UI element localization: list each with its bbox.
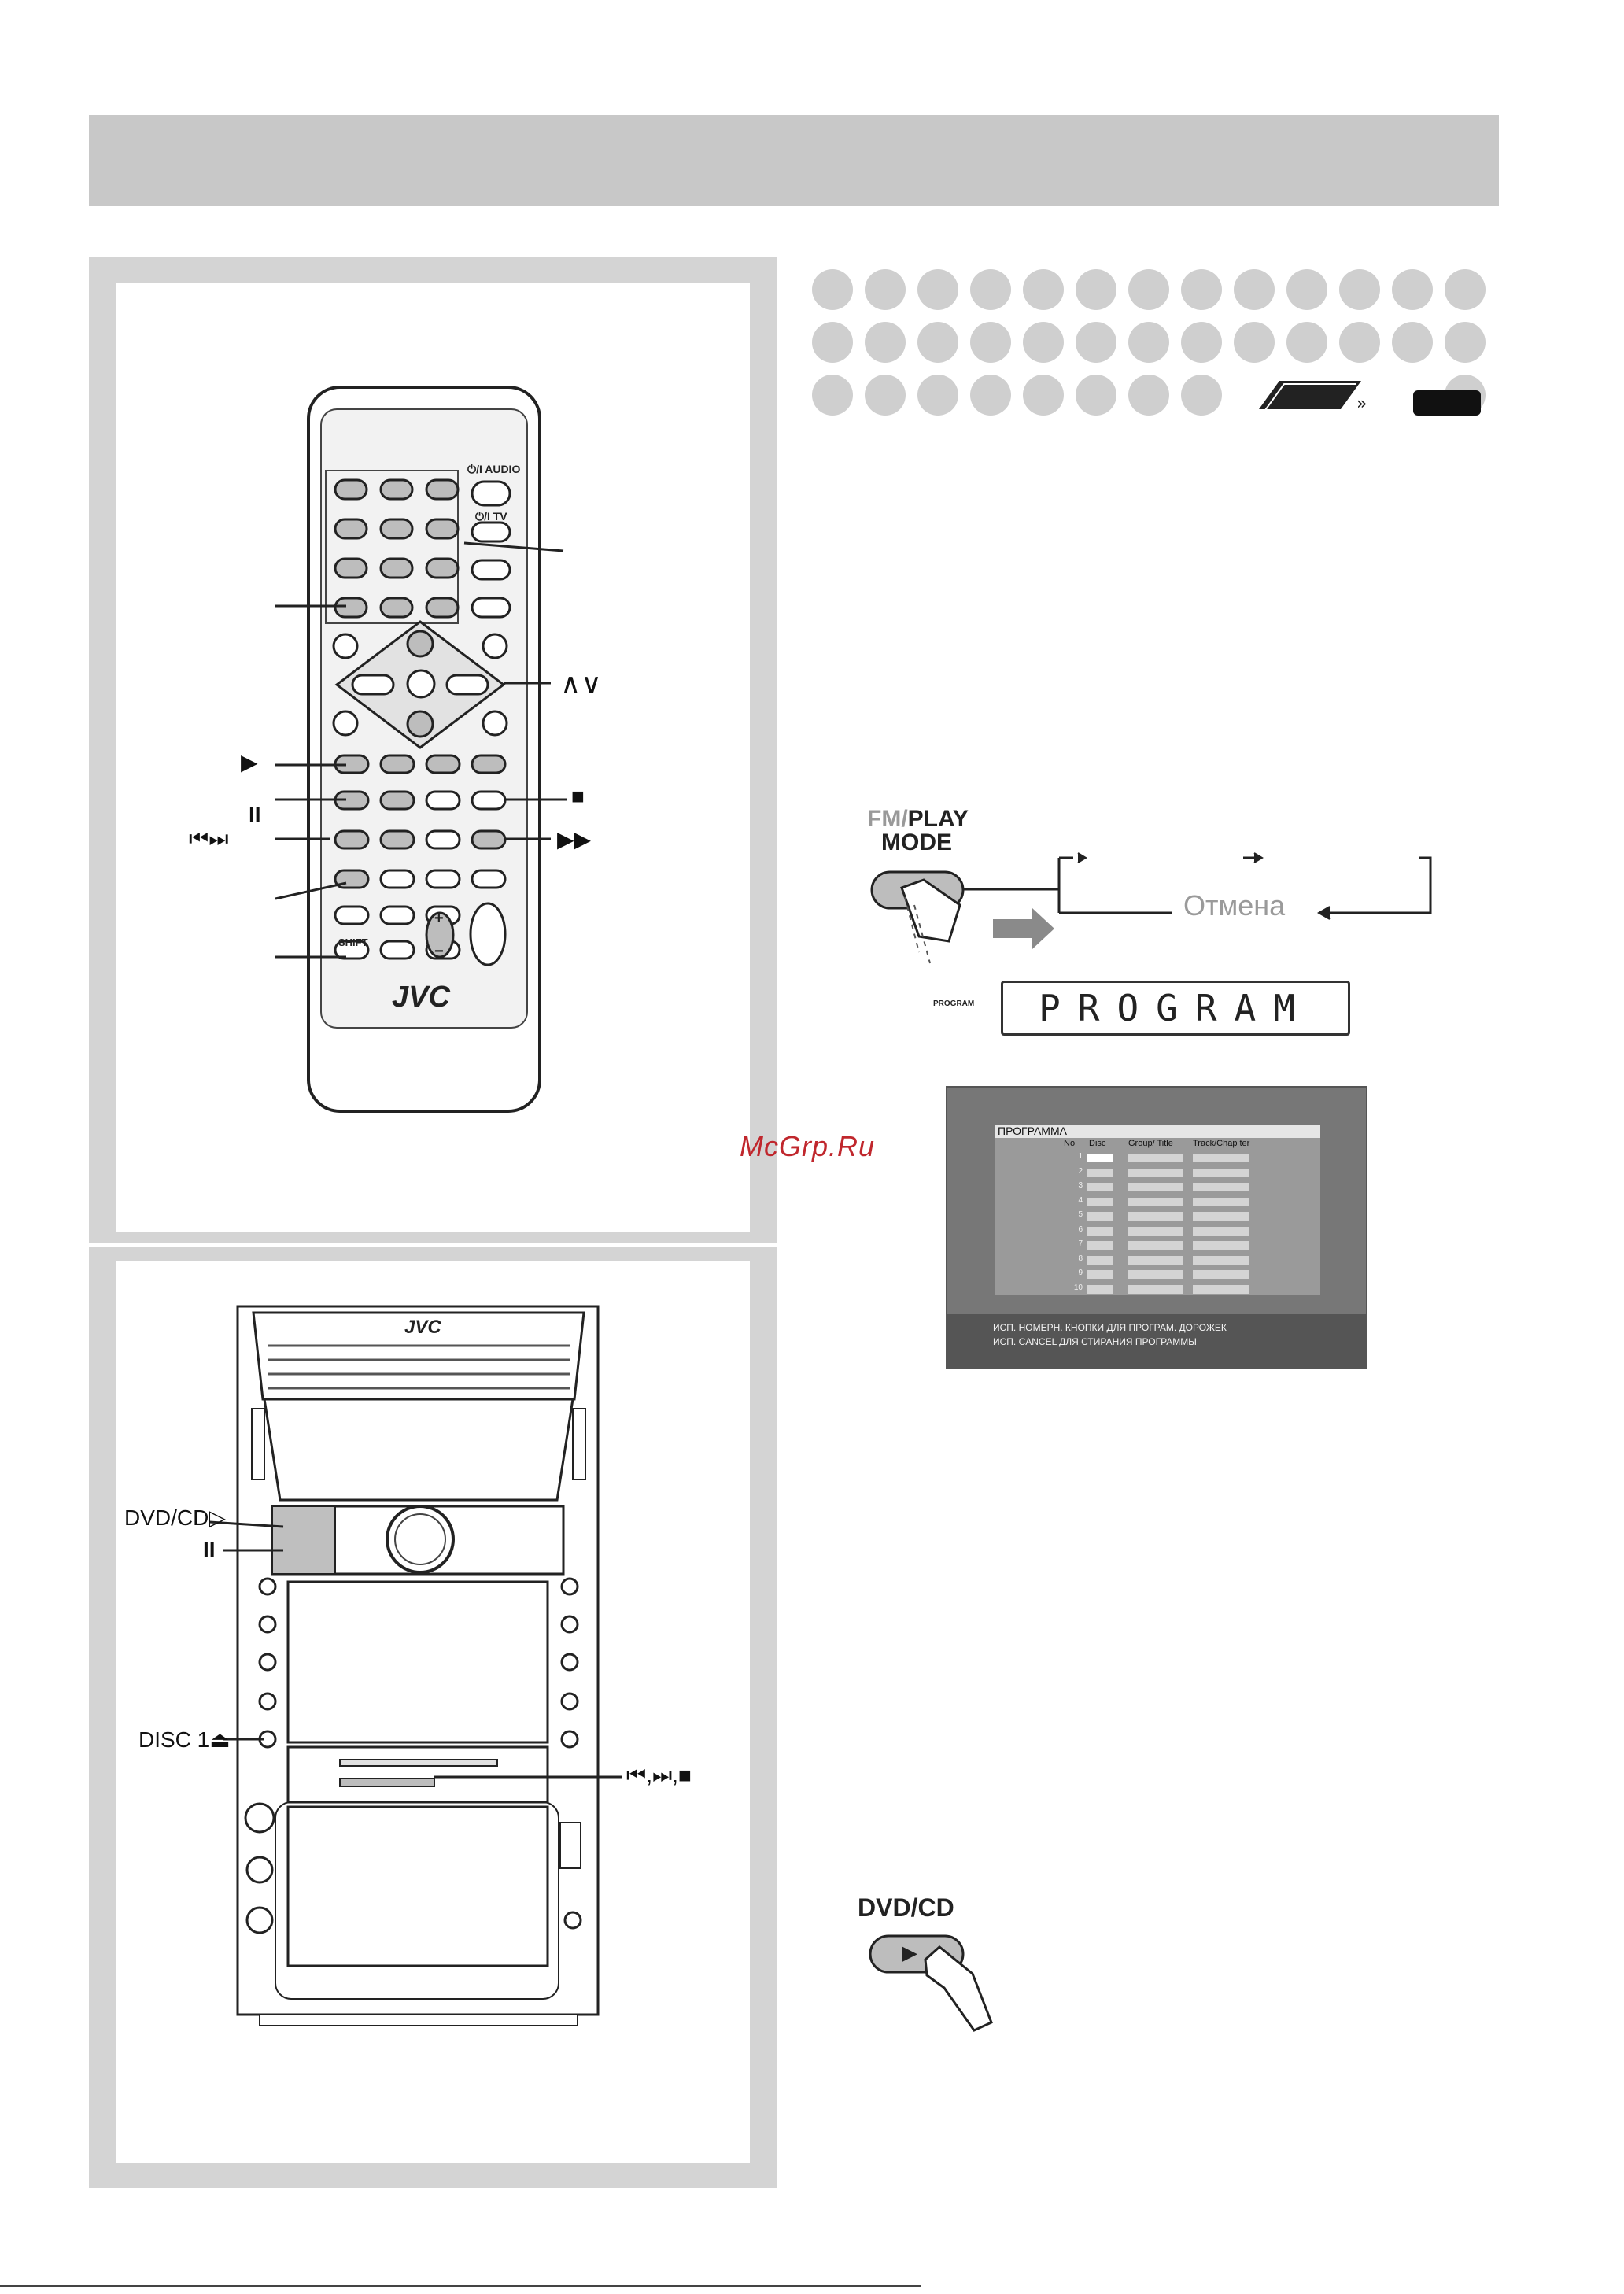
program-row-number: 7	[1078, 1239, 1083, 1248]
play-step-title: DVD/CD	[858, 1893, 954, 1922]
program-footer-line2: ИСП. CANCEL ДЛЯ СТИРАНИЯ ПРОГРАММЫ	[993, 1336, 1197, 1347]
watermark: McGrp.Ru	[740, 1130, 876, 1162]
callout-pause: II	[249, 803, 261, 827]
play-mode-fm: FM/	[867, 806, 908, 832]
col-track-chapter: Track/Chap ter	[1193, 1139, 1250, 1148]
remote-shift-label: SHIFT	[338, 936, 368, 948]
callout-play: ▶	[241, 750, 258, 774]
program-row-number: 10	[1073, 1283, 1083, 1292]
play-mode-mode: MODE	[881, 829, 952, 855]
callout-fast-forward: ▶▶	[557, 827, 592, 851]
program-row-number: 8	[1078, 1254, 1083, 1263]
play-mode-play: PLAY	[907, 806, 969, 832]
program-row-number: 3	[1078, 1181, 1083, 1190]
program-row-number: 2	[1078, 1166, 1083, 1176]
remote-power-audio-label: ⏻/I AUDIO	[467, 463, 521, 475]
callout-up-down: ∧∨	[560, 667, 602, 700]
callout-stop: ■	[571, 784, 585, 808]
play-step-symbol: ▶	[902, 1941, 917, 1964]
unit-label-dvd-cd-play: DVD/CD▷	[124, 1505, 226, 1530]
program-row-number: 1	[1078, 1152, 1083, 1161]
program-row-number: 4	[1078, 1195, 1083, 1205]
callout-skip: ⏮⏭	[189, 826, 229, 851]
program-row-number: 5	[1078, 1210, 1083, 1219]
col-no: No	[1064, 1139, 1076, 1148]
program-screen-title: ПРОГРАММА	[998, 1125, 1067, 1137]
remote-volume-plus: +	[434, 910, 444, 927]
svg-text:»: »	[1356, 394, 1367, 414]
display-lcd: PROGRAM	[1001, 981, 1350, 1036]
remote-brand: JVC	[392, 981, 450, 1014]
bottom-rule	[0, 2285, 921, 2287]
unit-label-skip-stop: ⏮,⏭,■	[626, 1763, 692, 1787]
program-row-number: 6	[1078, 1225, 1083, 1234]
program-row-number: 9	[1078, 1269, 1083, 1277]
display-small-label: PROGRAM	[933, 999, 975, 1008]
unit-label-disc1-eject: DISC 1⏏	[138, 1727, 231, 1752]
remote-volume-minus: −	[434, 943, 444, 960]
cancel-label: Отмена	[1183, 889, 1286, 922]
remote-power-tv-label: ⏻/I TV	[475, 510, 507, 523]
col-disc: Disc	[1089, 1139, 1106, 1148]
program-footer-line1: ИСП. НОМЕРН. КНОПКИ ДЛЯ ПРОГРАМ. ДОРОЖЕК	[993, 1322, 1227, 1333]
unit-label-pause: II	[203, 1538, 216, 1562]
col-group-title: Group/ Title	[1128, 1139, 1173, 1148]
unit-brand: JVC	[404, 1317, 441, 1338]
